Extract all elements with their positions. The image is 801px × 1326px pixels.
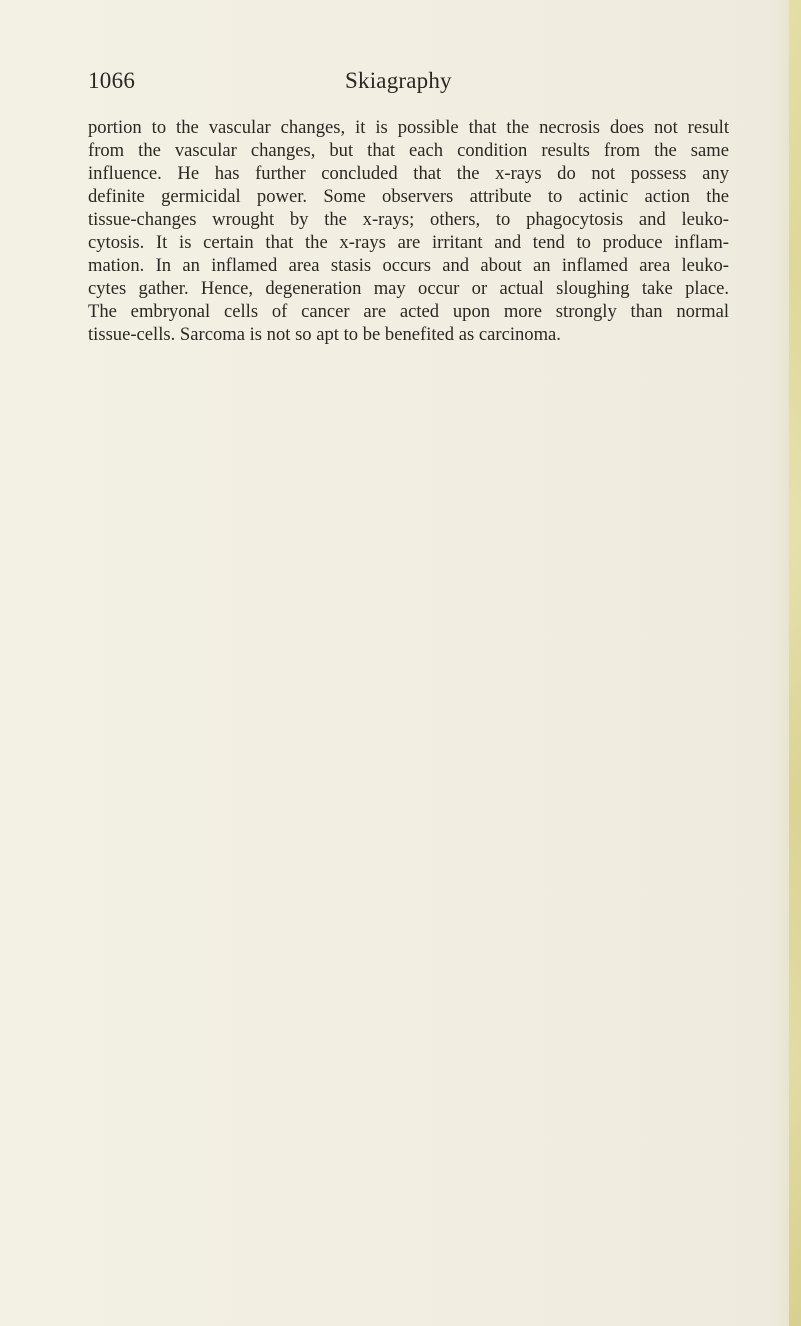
text-line: mation. In an inflamed area stasis occurs and about an inflamed area leuko- <box>88 255 729 276</box>
text-line: definite germicidal power. Some observers attribute to actinic action the <box>88 186 729 207</box>
text-line: portion to the vascular changes, it is possible that the necrosis does not result <box>88 117 729 138</box>
text-line: from the vascular changes, but that each condition results from the same <box>88 140 729 161</box>
page-edge <box>789 0 801 1326</box>
text-line: tissue-cells. Sarcoma is not so apt to be benefited as carcinoma. <box>88 324 561 345</box>
text-line: cytosis. It is certain that the x-rays are irritant and tend to produce inflam- <box>88 232 729 253</box>
text-line: tissue-changes wrought by the x-rays; others, to phagocytosis and leuko- <box>88 209 729 230</box>
text-line: cytes gather. Hence, degeneration may occur or actual sloughing take place. <box>88 278 729 299</box>
page-number: 1066 <box>88 68 136 93</box>
text-line: influence. He has further concluded that the x-rays do not possess any <box>88 163 729 184</box>
page-header <box>88 68 728 104</box>
running-head: Skiagraphy <box>345 68 452 93</box>
body-paragraph <box>88 116 729 346</box>
text-line: The embryonal cells of cancer are acted upon more strongly than normal <box>88 301 729 322</box>
